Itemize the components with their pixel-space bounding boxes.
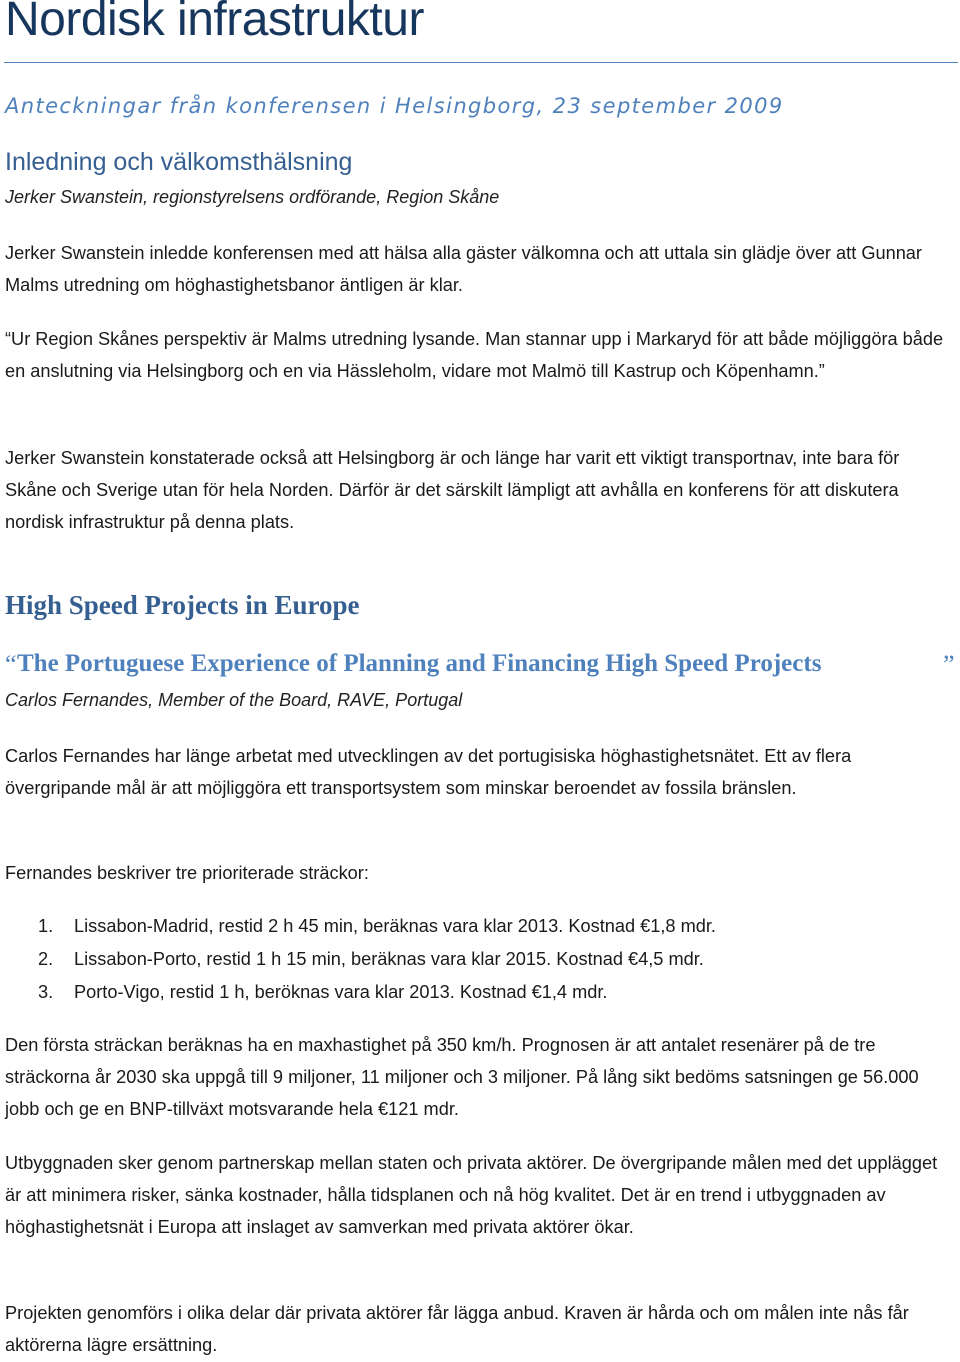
list-number: 3. [38, 982, 54, 1002]
list-number: 1. [38, 916, 54, 936]
subsection-heading-portuguese: The Portuguese Experience of Planning and Financing High Speed Projects [17, 650, 822, 677]
list-item [5, 943, 955, 976]
paragraph: Jerker Swanstein inledde konferensen med att hälsa alla gäster välkomna och att uttala sin glädje över att Gunnar Malms utredning om höghastighetsbanor äntligen är klar. [5, 243, 922, 295]
list-item [5, 910, 955, 943]
speaker-byline-fernandes: Carlos Fernandes, Member of the Board, RAVE, Portugal [5, 690, 463, 710]
list-text: Porto-Vigo, restid 1 h, beröknas vara klar 2013. Kostnad €1,4 mdr. [74, 982, 608, 1002]
paragraph: Den första sträckan beräknas ha en maxhastighet på 350 km/h. Prognosen är att antalet resenärer på de tre sträckorna år 2030 ska uppgå till 9 miljoner, 11 miljoner och 3 miljoner. På lång sikt bedöms satsningen ge 56.000 jobb och ge en BNP-tillväxt motsvarande hela €121 mdr. [5, 1035, 919, 1119]
quote-paragraph: “Ur Region Skånes perspektiv är Malms utredning lysande. Man stannar upp i Markaryd för att både möjliggöra både en anslutning via Helsingborg och en via Hässleholm, vidare mot Malmö till Kastrup och Köpenhamn.” [5, 329, 944, 381]
open-quote: “ [5, 650, 17, 679]
paragraph: Utbyggnaden sker genom partnerskap mellan staten och privata aktörer. De övergripande målen med det upplägget är att minimera risker, sänka kostnader, hålla tidsplanen och nå hög kvalitet. Det är en trend i utbyggnaden av höghastighetsnät i Europa att inslaget av samverkan med privata aktörer ökar. [5, 1153, 938, 1237]
paragraph: Projekten genomförs i olika delar där privata aktörer får lägga anbud. Kraven är hårda och om målen inte nås får aktörerna lägre ersättning. [5, 1303, 909, 1355]
document-title: Nordisk infrastruktur [5, 0, 424, 46]
title-underline-divider [4, 62, 958, 63]
list-intro: Fernandes beskriver tre prioriterade sträckor: [5, 863, 369, 883]
paragraph: Carlos Fernandes har länge arbetat med utvecklingen av det portugisiska höghastighetsnätet. Ett av flera övergripande mål är att möjliggöra ett transportsystem som minskar beroendet av fossila bränslen. [5, 746, 852, 798]
list-number: 2. [38, 949, 54, 969]
list-text: Lissabon-Madrid, restid 2 h 45 min, beräknas vara klar 2013. Kostnad €1,8 mdr. [74, 916, 716, 936]
section-heading-high-speed: High Speed Projects in Europe [5, 590, 360, 620]
list-text: Lissabon-Porto, restid 1 h 15 min, beräknas vara klar 2015. Kostnad €4,5 mdr. [74, 949, 704, 969]
paragraph: Jerker Swanstein konstaterade också att Helsingborg är och länge har varit ett viktigt transportnav, inte bara för Skåne och Sverige utan för hela Norden. Därför är det särskilt lämpligt att avhålla en konferens för att diskutera nordisk infrastruktur på denna plats. [5, 448, 900, 532]
list-item [5, 976, 955, 1009]
priority-routes-list [5, 910, 955, 1009]
close-quote: ” [943, 650, 955, 679]
section-heading-welcome: Inledning och välkomsthälsning [5, 148, 353, 176]
document-subtitle: Anteckningar från konferensen i Helsingborg, 23 september 2009 [5, 94, 784, 118]
speaker-byline-swanstein: Jerker Swanstein, regionstyrelsens ordförande, Region Skåne [5, 187, 500, 207]
